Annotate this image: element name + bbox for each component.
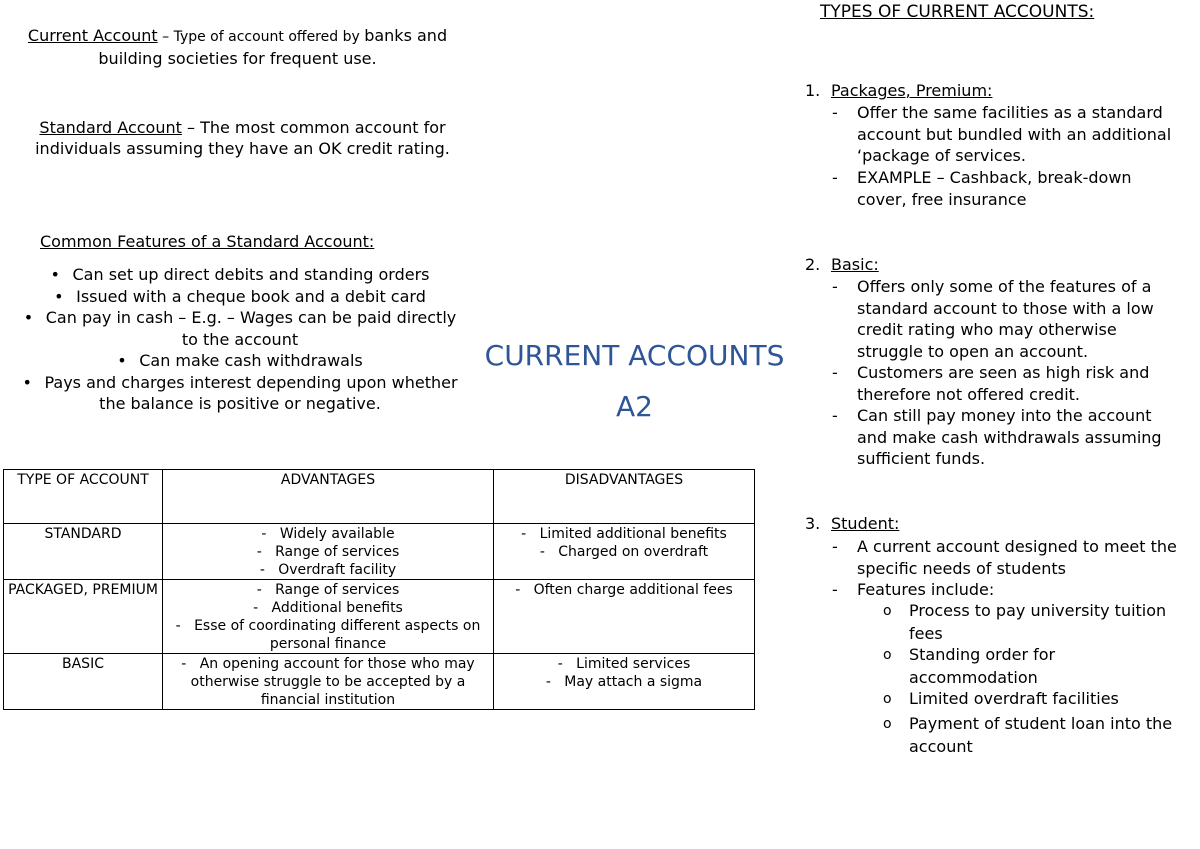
features-list: [20, 264, 460, 415]
list-item: - Offers only some of the features of a standard account to those with a low credit rating who may otherwise struggle to open an account.: [832, 277, 1154, 361]
header-type: TYPE OF ACCOUNT: [4, 470, 163, 524]
standard-account-desc: The most common account for individuals assuming they have an OK credit rating.: [35, 118, 450, 158]
list-item: - Can still pay money into the account and make cash withdrawals assuming sufficient funds.: [832, 406, 1162, 468]
account-comparison-table: [3, 469, 755, 710]
table-row: [4, 524, 755, 580]
list-item: o Standing order for accommodation: [883, 645, 1056, 687]
table-row: [4, 654, 755, 710]
header-disadvantages: DISADVANTAGES: [494, 470, 755, 524]
feature-item: • Issued with a cheque book and a debit card: [54, 286, 426, 306]
row-advantages: - An opening account for those who may otherwise struggle to be accepted by a financial institution: [163, 654, 494, 710]
list-item: - A current account designed to meet the specific needs of students: [832, 537, 1177, 578]
row-disadvantages: - Limited services - May attach a sigma: [494, 654, 755, 710]
list-item: o Payment of student loan into the account: [883, 714, 1173, 756]
feature-item: • Pays and charges interest depending upon whether the balance is positive or negative.: [22, 372, 458, 413]
type-name: Basic:: [831, 255, 879, 274]
row-advantages: - Widely available - Range of services - Overdraft facility: [163, 524, 494, 580]
bullet-icon: •: [117, 351, 127, 370]
current-account-desc-small: Type of account offered by: [173, 29, 365, 45]
type-student: 3. Student:: [805, 514, 900, 533]
bullet-icon: •: [54, 286, 64, 306]
list-item: o Process to pay university tuition fees: [883, 601, 1167, 643]
bullet-icon: •: [22, 372, 32, 392]
feature-item: • Can set up direct debits and standing orders: [50, 265, 430, 284]
standard-account-dash: –: [181, 118, 201, 137]
types-heading: TYPES OF CURRENT ACCOUNTS:: [820, 2, 1095, 22]
table-row: [4, 580, 755, 654]
row-type: PACKAGED, PREMIUM: [4, 580, 163, 654]
list-item: - Features include:: [832, 580, 995, 599]
header-advantages: ADVANTAGES: [163, 470, 494, 524]
bullet-icon: •: [50, 265, 60, 284]
type-packages-premium: 1. Packages, Premium:: [805, 81, 993, 100]
list-item: - Customers are seen as high risk and therefore not offered credit.: [832, 363, 1150, 404]
row-disadvantages: - Often charge additional fees: [494, 580, 755, 654]
table-header-row: [4, 470, 755, 524]
list-item: - EXAMPLE – Cashback, break-down cover, free insurance: [832, 168, 1132, 209]
type-name: Student:: [831, 514, 900, 533]
page-title: [462, 330, 807, 432]
current-account-definition: [20, 25, 455, 69]
standard-account-definition: [20, 117, 465, 159]
list-item: - Offer the same facilities as a standard account but bundled with an additional ‘package of services.: [832, 103, 1172, 165]
row-type: STANDARD: [4, 524, 163, 580]
title-line-2: A2: [616, 390, 653, 423]
bullet-icon: •: [23, 308, 34, 327]
current-account-desc: banks and building societies for frequent use.: [98, 26, 448, 68]
feature-item: • Can make cash withdrawals: [117, 351, 363, 370]
type-basic: 2. Basic:: [805, 255, 879, 274]
row-type: BASIC: [4, 654, 163, 710]
current-account-term: Current Account: [27, 26, 158, 45]
type-name: Packages, Premium:: [831, 81, 993, 100]
features-heading: Common Features of a Standard Account:: [40, 232, 375, 251]
feature-item: • Can pay in cash – E.g. – Wages can be paid directly to the account: [23, 308, 457, 349]
current-account-dash: –: [157, 29, 174, 45]
list-item: o Limited overdraft facilities: [883, 689, 1119, 708]
row-advantages: - Range of services - Additional benefits - Esse of coordinating different aspects on personal finance: [163, 580, 494, 654]
standard-account-term: Standard Account: [39, 118, 182, 137]
row-disadvantages: - Limited additional benefits - Charged on overdraft: [494, 524, 755, 580]
title-line-1: CURRENT ACCOUNTS: [484, 339, 785, 372]
